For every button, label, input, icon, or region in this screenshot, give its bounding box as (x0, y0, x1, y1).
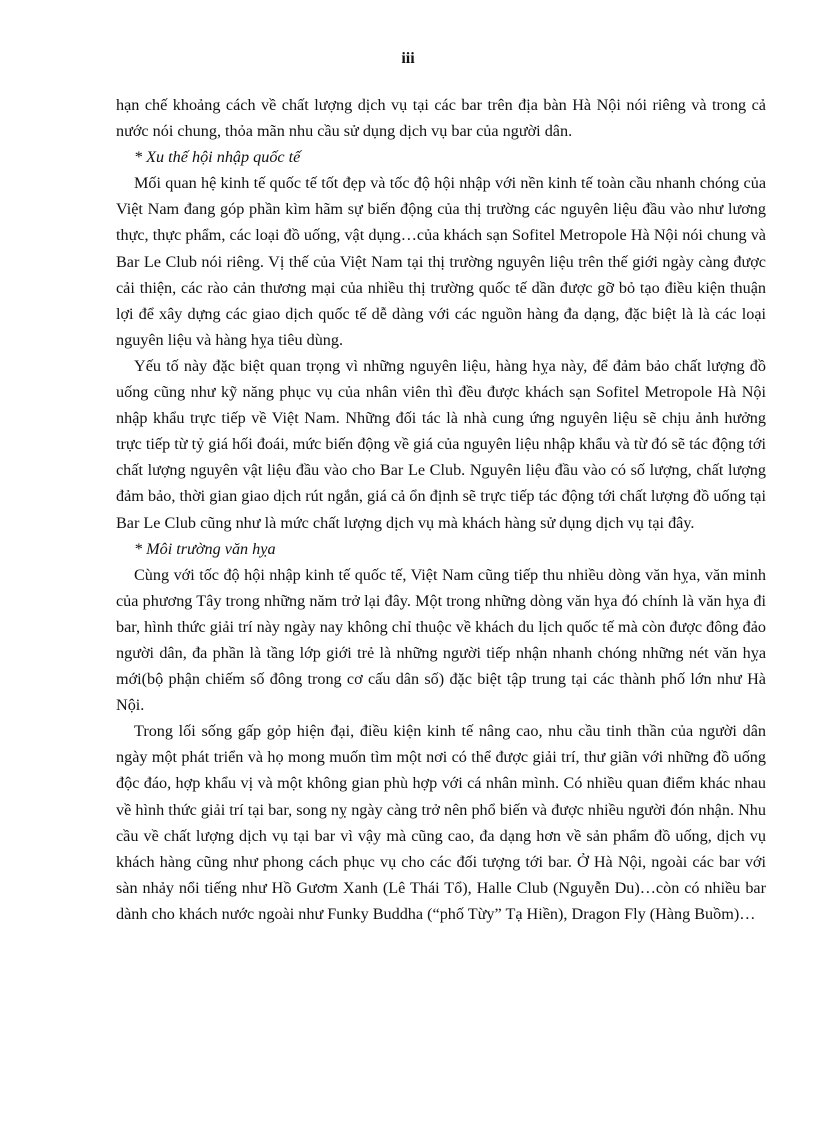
paragraph-continued: hạn chế khoảng cách về chất lượng dịch vụ tại các bar trên địa bàn Hà Nội nói riêng và trong cả nước nói chung, thỏa mãn nhu cầu sử dụng dịch vụ bar của người dân. (116, 96, 766, 141)
page-number: iii (401, 50, 415, 67)
paragraph-integration: Mối quan hệ kinh tế quốc tế tốt đẹp và tốc độ hội nhập với nền kinh tế toàn cầu nhanh chóng của Việt Nam đang góp phần kìm hãm sự biến động của thị trường các nguyên liệu đầu vào như lương thực, thực phẩm, các loại đồ uống, vật dụng…của khách sạn Sofitel Metropole Hà Nội nói chung và Bar Le Club nói riêng. Vị thế của Việt Nam tại thị trường nguyên liệu trên thế giới ngày càng được cải thiện, các rào cản thương mại của nhiều thị trường quốc tế dần được gỡ bỏ tạo điều kiện thuận lợi để xây dựng các giao dịch quốc tế dễ dàng với các nguồn hàng đa dạng, đặc biệt là là các loại nguyên liệu và hàng hỵa tiêu dùng. (116, 174, 766, 349)
body-text (116, 92, 766, 927)
paragraph-lifestyle-demand: Trong lối sống gấp gỏp hiện đại, điều kiện kinh tế nâng cao, nhu cầu tinh thần của người dân ngày một phát triển và họ mong muốn tìm một nơi có thể được giải trí, thư giãn với những đồ uống độc đáo, hợp khẩu vị và một không gian phù hợp với cá nhân mình. Có nhiều quan điểm khác nhau về hình thức giải trí tại bar, song nỵ ngày càng trở nên phổ biến và được nhiều người đón nhận. Nhu cầu về chất lượng dịch vụ tại bar vì vậy mà cũng cao, đa dạng hơn về sản phẩm đồ uống, dịch vụ khách hàng cũng như phong cách phục vụ cho các đối tượng tới bar. Ở Hà Nội, ngoài các bar với sàn nhảy nổi tiếng như Hồ Gươm Xanh (Lê Thái Tổ), Halle Club (Nguyễn Du)…còn có nhiều bar dành cho khách nước ngoài như Funky Buddha (“phố Từy” Tạ Hiền), Dragon Fly (Hàng Buồm)… (116, 722, 766, 923)
paragraph-imported-materials: Yếu tố này đặc biệt quan trọng vì những nguyên liệu, hàng hỵa này, để đảm bảo chất lượng đồ uống cũng như kỹ năng phục vụ của nhân viên thì đều được khách sạn Sofitel Metropole Hà Nội nhập khẩu trực tiếp về Việt Nam. Những đối tác là nhà cung ứng nguyên liệu sẽ chịu ảnh hưởng trực tiếp từ tỷ giá hối đoái, mức biến động về giá của nguyên liệu nhập khẩu và từ đó sẽ tác động tới chất lượng nguyên vật liệu đầu vào cho Bar Le Club. Nguyên liệu đầu vào có số lượng, chất lượng đảm bảo, thời gian giao dịch rút ngắn, giá cả ổn định sẽ trực tiếp tác động tới chất lượng đồ uống tại Bar Le Club cũng như là mức chất lượng dịch vụ mà khách hàng sử dụng dịch vụ tại đây. (116, 356, 766, 532)
section-heading-cultural-environment: * Môi trường văn hỵa (134, 539, 276, 558)
section-heading-international-integration: * Xu thế hội nhập quốc tế (134, 148, 301, 167)
paragraph-bar-culture: Cùng với tốc độ hội nhập kinh tế quốc tế, Việt Nam cũng tiếp thu nhiều dòng văn hỵa, văn minh của phương Tây trong những năm trở lại đây. Một trong những dòng văn hỵa đó chính là văn hỵa đi bar, hình thức giải trí này ngày nay không chỉ thuộc về khách du lịch quốc tế mà còn được đông đảo người dân, đa phần là tầng lớp giới trẻ là những người tiếp nhận nhanh chóng những nét văn hỵa mới(bộ phận chiếm số đông trong cơ cấu dân số) đặc biệt tập trung tại các thành phố lớn như Hà Nội. (116, 565, 766, 715)
